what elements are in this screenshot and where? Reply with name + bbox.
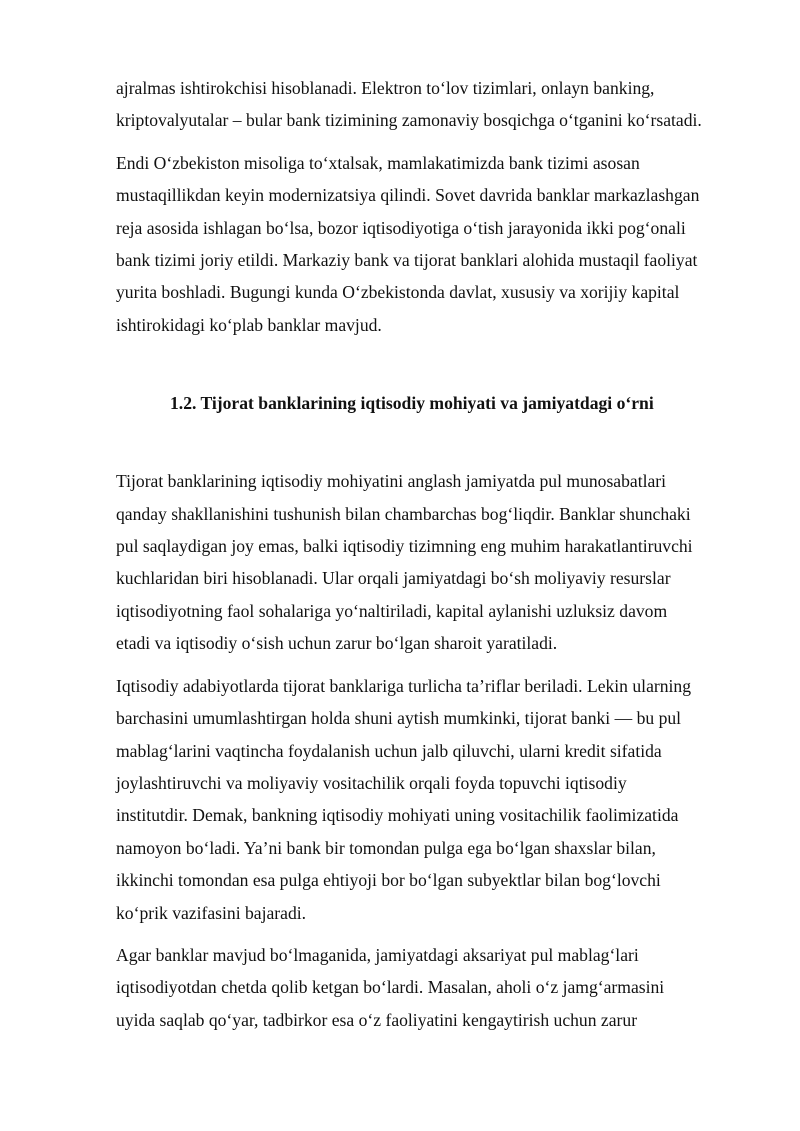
text-line: ko‘prik vazifasini bajaradi.: [116, 902, 307, 923]
text-line: barchasini umumlashtirgan holda shuni aytish mumkinki, tijorat banki — bu pul: [116, 708, 682, 729]
text-line: ikkinchi tomondan esa pulga ehtiyoji bor bo‘lgan subyektlar bilan bog‘lovchi: [116, 870, 661, 891]
text-line: bank tizimi joriy etildi. Markaziy bank va tijorat banklari alohida mustaqil faoliyat: [116, 250, 698, 271]
text-line: kriptovalyutalar – bular bank tizimining zamonaviy bosqichga o‘tganini ko‘rsatadi.: [116, 110, 702, 131]
text-line: mablag‘larini vaqtincha foydalanish uchun jalb qiluvchi, ularni kredit sifatida: [116, 740, 662, 761]
text-line: reja asosida ishlagan bo‘lsa, bozor iqtisodiyotiga o‘tish jarayonida ikki pog‘onali: [116, 217, 686, 238]
text-line: ishtirokidagi ko‘plab banklar mavjud.: [116, 314, 382, 335]
text-line: joylashtiruvchi va moliyaviy vositachilik orqali foyda topuvchi iqtisodiy: [116, 772, 627, 793]
paragraph-1: [116, 72, 736, 137]
paragraph-3: [116, 465, 736, 659]
text-line: institutdir. Demak, bankning iqtisodiy mohiyati uning vositachilik faolimizatida: [116, 805, 679, 826]
text-line: Tijorat banklarining iqtisodiy mohiyatini anglash jamiyatda pul munosabatlari: [116, 471, 667, 492]
paragraph-2: [116, 147, 736, 341]
text-line: namoyon bo‘ladi. Ya’ni bank bir tomondan pulga ega bo‘lgan shaxslar bilan,: [116, 837, 656, 858]
section-heading: 1.2. Tijorat banklarining iqtisodiy mohiyati va jamiyatdagi o‘rni: [170, 393, 654, 414]
text-line: kuchlaridan biri hisoblanadi. Ular orqali jamiyatdagi bo‘sh moliyaviy resurslar: [116, 568, 671, 589]
text-line: iqtisodiyotning faol sohalariga yo‘naltiriladi, kapital aylanishi uzluksiz davom: [116, 600, 668, 621]
paragraph-4: [116, 670, 736, 929]
text-line: qanday shakllanishini tushunish bilan chambarchas bog‘liqdir. Banklar shunchaki: [116, 503, 691, 524]
text-line: pul saqlaydigan joy emas, balki iqtisodiy tizimning eng muhim harakatlantiruvchi: [116, 536, 693, 557]
document-page: [116, 72, 736, 1036]
paragraph-5: [116, 939, 736, 1036]
text-line: iqtisodiyotdan chetda qolib ketgan bo‘lardi. Masalan, aholi o‘z jamg‘armasini: [116, 977, 665, 998]
text-line: Agar banklar mavjud bo‘lmaganida, jamiyatdagi aksariyat pul mablag‘lari: [116, 944, 639, 965]
text-line: ajralmas ishtirokchisi hisoblanadi. Elektron to‘lov tizimlari, onlayn banking,: [116, 78, 655, 98]
text-line: etadi va iqtisodiy o‘sish uchun zarur bo‘lgan sharoit yaratiladi.: [116, 633, 558, 654]
text-line: mustaqillikdan keyin modernizatsiya qilindi. Sovet davrida banklar markazlashgan: [116, 185, 700, 206]
text-line: uyida saqlab qo‘yar, tadbirkor esa o‘z faoliyatini kengaytirish uchun zarur: [116, 1009, 638, 1030]
text-line: Endi O‘zbekiston misoliga to‘xtalsak, mamlakatimizda bank tizimi asosan: [116, 152, 640, 173]
text-line: Iqtisodiy adabiyotlarda tijorat banklariga turlicha ta’riflar beriladi. Lekin ularning: [116, 675, 692, 696]
text-line: yurita boshladi. Bugungi kunda O‘zbekistonda davlat, xususiy va xorijiy kapital: [116, 282, 680, 303]
